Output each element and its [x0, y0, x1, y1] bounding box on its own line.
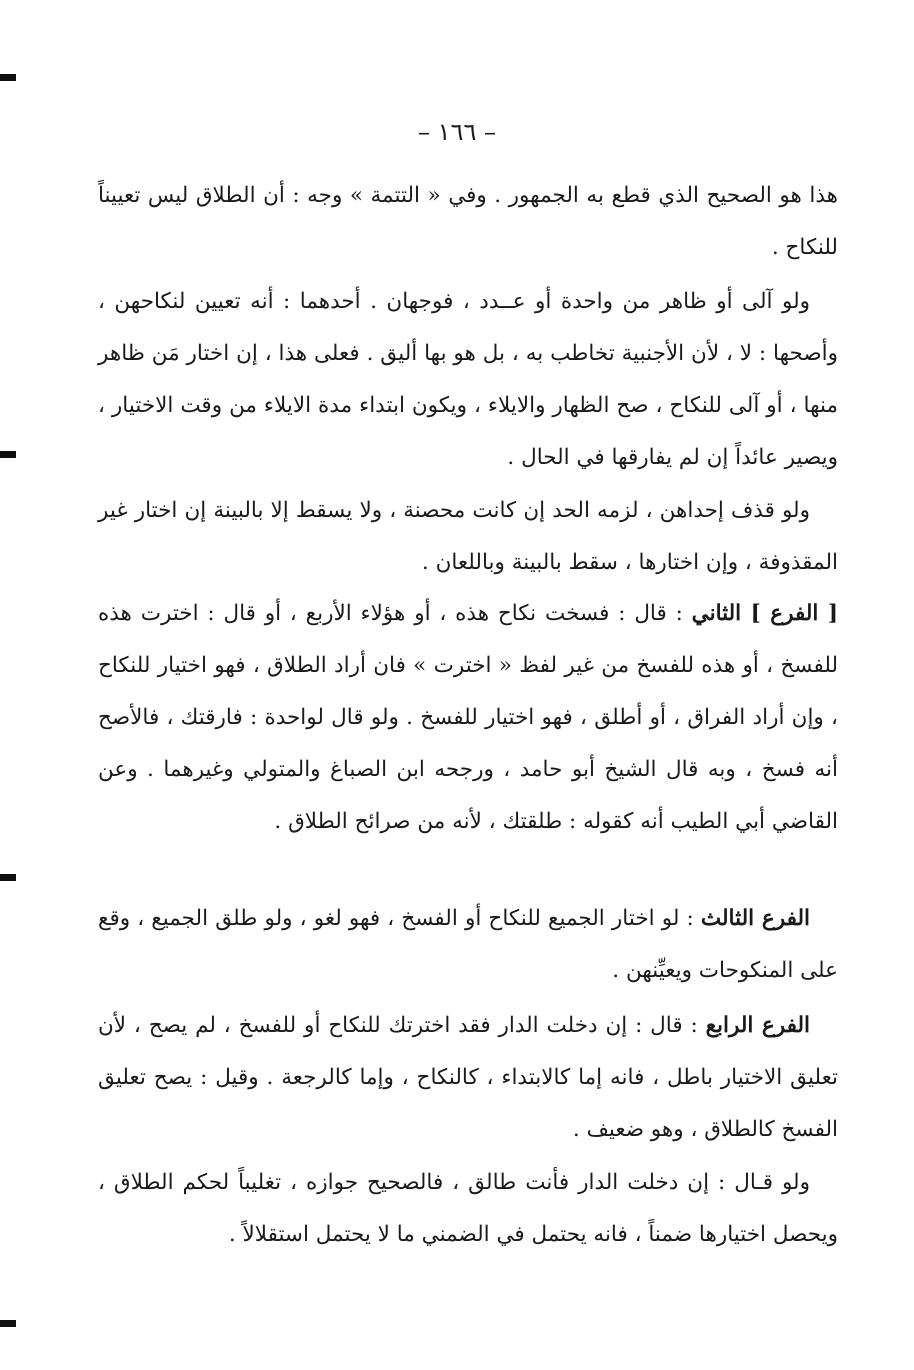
text-block-2 — [98, 276, 838, 484]
page-edge-mark — [0, 74, 16, 81]
page-edge-mark — [0, 874, 16, 881]
section-heading: الفرع الثالث — [700, 906, 810, 931]
paragraph — [98, 588, 838, 848]
page-edge-mark — [0, 451, 16, 458]
text-block-5 — [98, 893, 838, 997]
page-edge-mark — [0, 1320, 16, 1327]
paragraph: ولو قذف إحداهن ، لزمه الحد إن كانت محصنة ، ولا يسقط إلا بالبينة إن اختار غير المقذوفة ، وإن اختارها ، سقط بالبينة وباللعان . — [98, 498, 838, 575]
section-heading: الفرع الرابع — [705, 1013, 810, 1038]
text-block-6 — [98, 1000, 838, 1156]
paragraph-text: : لو اختار الجميع للنكاح أو الفسخ ، فهو لغو ، ولو طلق الجميع ، وقع على المنكوحات ويعيِّنهن . — [98, 906, 838, 983]
paragraph — [98, 893, 838, 997]
text-block-4 — [98, 588, 838, 848]
paragraph — [98, 1000, 838, 1156]
paragraph: ولو آلى أو ظاهر من واحدة أو عــدد ، فوجهان . أحدهما : أنه تعيين لنكاحهن ، وأصحها : لا ، لأن الأجنبية تخاطب به ، بل هو بها أليق . فعلى هذا ، إن اختار مَن ظاهر منها ، أو آلى للنكاح ، صح الظهار والايلاء ، ويكون ابتداء مدة الايلاء من وقت الاختيار ، ويصير عائداً إن لم يفارقها في الحال . — [98, 289, 838, 470]
section-heading: [ الفرع ] الثاني — [691, 601, 839, 626]
text-block-3 — [98, 485, 838, 589]
text-block-1 — [98, 170, 838, 274]
paragraph: ولو قـال : إن دخلت الدار فأنت طالق ، فالصحيح جوازه ، تغليباً لحكم الطلاق ، ويحصل اختيارها ضمناً ، فانه يحتمل في الضمني ما لا يحتمل استقلالاً . — [98, 1170, 838, 1247]
page-number: – ١٦٦ – — [418, 118, 496, 146]
text-block-7 — [98, 1157, 838, 1261]
paragraph: هذا هو الصحيح الذي قطع به الجمهور . وفي « التتمة » وجه : أن الطلاق ليس تعييناً للنكاح . — [98, 183, 838, 260]
paragraph-text: : قال : فسخت نكاح هذه ، أو هؤلاء الأربع ، أو قال : اخترت هذه للفسخ ، أو هذه للفسخ من غير لفظ « اخترت » فان أراد الطلاق ، فهو اختيار للنكاح ، وإن أراد الفراق ، أو أطلق ، فهو اختيار للفسخ . ولو قال لواحدة : فارقتك ، فالأصح أنه فسخ ، وبه قال الشيخ أبو حامد ، ورجحه ابن الصباغ والمتولي وغيرهما . وعن القاضي أبي الطيب أنه كقوله : طلقتك ، لأنه من صرائح الطلاق . — [98, 601, 838, 834]
paragraph-text: : قال : إن دخلت الدار فقد اخترتك للنكاح أو للفسخ ، لم يصح ، لأن تعليق الاختيار باطل ، فانه إما كالابتداء ، كالنكاح ، وإما كالرجعة . وقيل : يصح تعليق الفسخ كالطلاق ، وهو ضعيف . — [98, 1013, 838, 1142]
